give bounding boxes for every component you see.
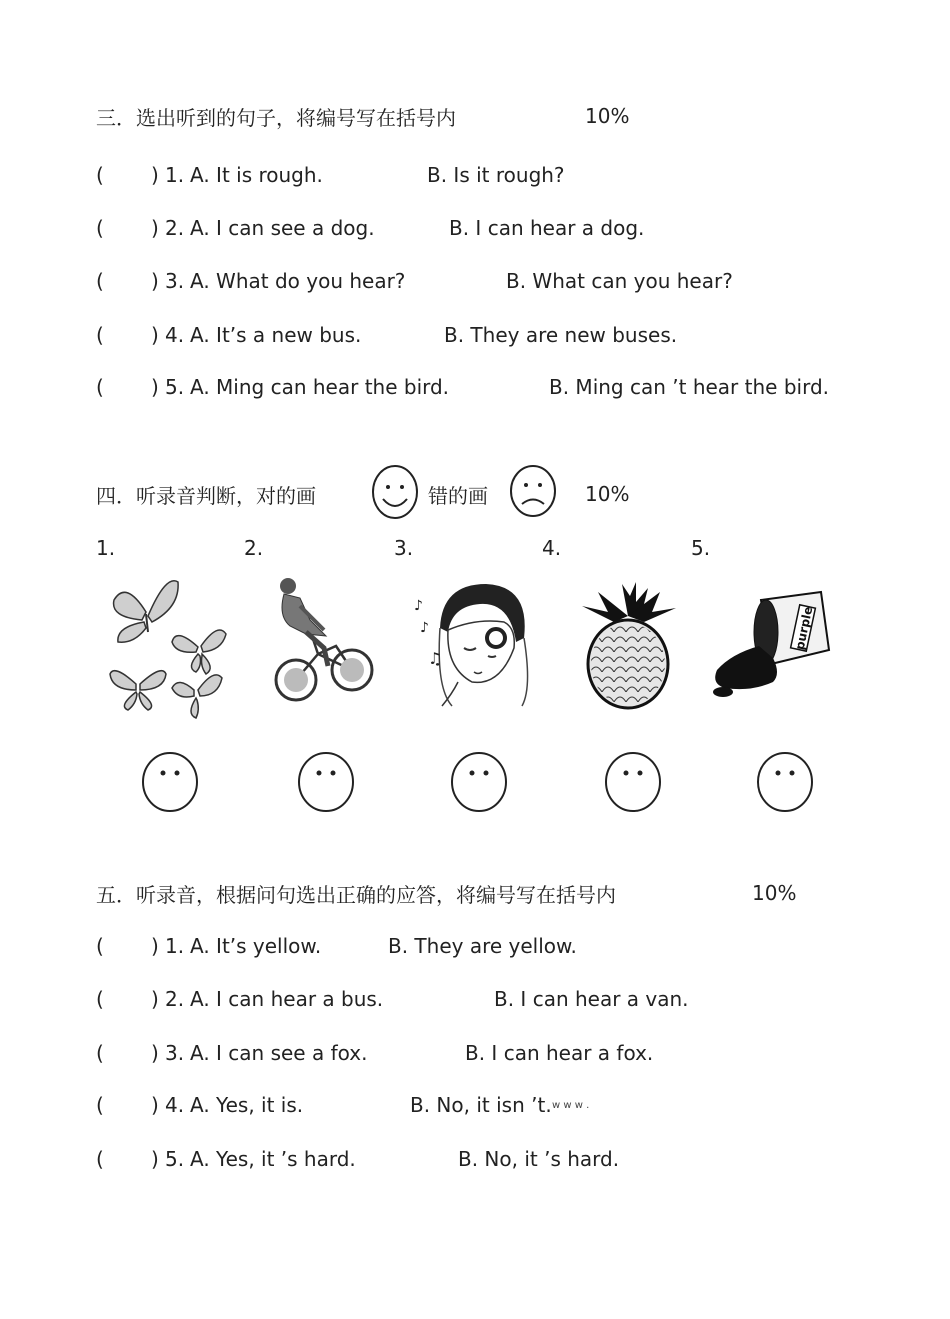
option-b: B. I can hear a dog.: [449, 216, 645, 240]
option-b: B. No, it ’s hard.: [458, 1147, 620, 1171]
answer-paren-close: ): [151, 375, 159, 399]
section4-score: 10%: [585, 482, 630, 506]
paint-can-label: purple: [792, 605, 816, 652]
answer-paren-open[interactable]: (: [96, 375, 104, 399]
answer-paren-open[interactable]: (: [96, 1041, 104, 1065]
answer-paren-open[interactable]: (: [96, 269, 104, 293]
option-a: A. What do you hear?: [190, 269, 406, 293]
answer-paren-open[interactable]: (: [96, 1093, 104, 1117]
blank-face-icon[interactable]: [603, 750, 663, 814]
picture-number: 4.: [542, 536, 562, 560]
answer-paren-open[interactable]: (: [96, 163, 104, 187]
answer-paren-close: ): [151, 1093, 159, 1117]
butterflies-picture: [106, 572, 231, 722]
section3-score: 10%: [585, 104, 630, 128]
answer-paren-open[interactable]: (: [96, 1147, 104, 1171]
section5-score: 10%: [752, 881, 797, 905]
question-number: 4.: [165, 1093, 185, 1117]
question-number: 3.: [165, 269, 185, 293]
blank-face-icon[interactable]: [449, 750, 509, 814]
answer-paren-close: ): [151, 163, 159, 187]
option-a: A. I can see a dog.: [190, 216, 375, 240]
question-number: 3.: [165, 1041, 185, 1065]
smiley-face-icon: [369, 463, 421, 521]
option-a: A. Yes, it is.: [190, 1093, 304, 1117]
answer-paren-close: ): [151, 1041, 159, 1065]
picture-number: 3.: [394, 536, 414, 560]
answer-paren-close: ): [151, 216, 159, 240]
purple-paint-can-picture: [711, 588, 833, 704]
option-a: A. Yes, it ’s hard.: [190, 1147, 356, 1171]
svg-text:♪: ♪: [414, 598, 423, 614]
question-number: 5.: [165, 375, 185, 399]
option-a: A. It’s yellow.: [190, 934, 322, 958]
option-a: A. Ming can hear the bird.: [190, 375, 450, 399]
answer-paren-close: ): [151, 1147, 159, 1171]
answer-paren-close: ): [151, 934, 159, 958]
bicycle-rider-picture: [266, 576, 376, 706]
option-b: B. I can hear a van.: [494, 987, 689, 1011]
question-number: 2.: [165, 987, 185, 1011]
option-b: B. Is it rough?: [427, 163, 565, 187]
answer-paren-close: ): [151, 269, 159, 293]
answer-paren-close: ): [151, 323, 159, 347]
option-b: B. They are yellow.: [388, 934, 577, 958]
picture-number: 5.: [691, 536, 711, 560]
option-a: A. It is rough.: [190, 163, 323, 187]
option-b: B. No, it isn ’t.: [410, 1093, 552, 1117]
option-b: B. What can you hear?: [506, 269, 733, 293]
svg-text:♪: ♪: [420, 620, 429, 636]
pineapple-picture: [578, 582, 678, 710]
option-b: B. I can hear a fox.: [465, 1041, 654, 1065]
section4-wrong-text: 错的画: [428, 484, 488, 508]
answer-paren-close: ): [151, 987, 159, 1011]
question-number: 1.: [165, 934, 185, 958]
question-number: 4.: [165, 323, 185, 347]
section4-title: 四．听录音判断，对的画: [96, 484, 316, 508]
option-a: A. I can hear a bus.: [190, 987, 384, 1011]
blank-face-icon[interactable]: [296, 750, 356, 814]
question-number: 1.: [165, 163, 185, 187]
blank-face-icon[interactable]: [140, 750, 200, 814]
option-b: B. Ming can ’t hear the bird.: [549, 375, 829, 399]
answer-paren-open[interactable]: (: [96, 987, 104, 1011]
picture-number: 1.: [96, 536, 116, 560]
svg-text:♫: ♫: [428, 649, 443, 668]
option-a: A. I can see a fox.: [190, 1041, 368, 1065]
question-number: 5.: [165, 1147, 185, 1171]
section5-title: 五．听录音，根据问句选出正确的应答，将编号写在括号内: [96, 883, 616, 907]
answer-paren-open[interactable]: (: [96, 934, 104, 958]
option-b: B. They are new buses.: [444, 323, 678, 347]
picture-number: 2.: [244, 536, 264, 560]
girl-with-headphones-picture: [412, 578, 537, 708]
question-number: 2.: [165, 216, 185, 240]
section3-title: 三．选出听到的句子，将编号写在括号内: [96, 106, 456, 130]
watermark-text: w w w .: [552, 1100, 590, 1111]
option-a: A. It’s a new bus.: [190, 323, 362, 347]
answer-paren-open[interactable]: (: [96, 323, 104, 347]
answer-paren-open[interactable]: (: [96, 216, 104, 240]
sad-face-icon: [507, 463, 559, 519]
blank-face-icon[interactable]: [755, 750, 815, 814]
